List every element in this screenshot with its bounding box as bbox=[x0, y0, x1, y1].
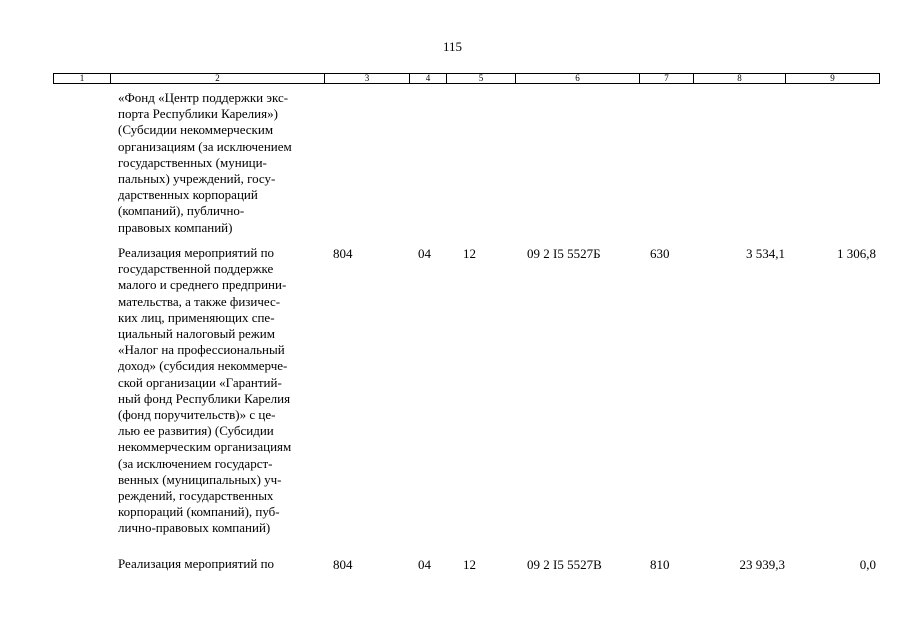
row-code-4: 04 bbox=[418, 246, 431, 261]
row-code-6: 09 2 I5 5527В bbox=[527, 557, 602, 572]
row-code-5: 12 bbox=[463, 246, 476, 261]
row-code-3: 804 bbox=[333, 557, 353, 572]
row-description: Реализация мероприятий по государственной поддержке малого и среднего предприни- мательства, а также физичес- ких лиц, применяющих спе- циальный налоговый режим «Налог на профессиональный доход» (субсидия некоммерче- ской организации «Гарантий- ный фонд Республики Карелия (фонд поручительств)» с це- лью ее развития) (Субсидии некоммерческим организациям (за исключением государст- венных (муниципальных) уч- реждений, государственных корпораций (компаний), пуб- лично-правовых компаний) bbox=[118, 245, 292, 536]
row-description: Реализация мероприятий по bbox=[118, 556, 275, 571]
column-number-4: 4 bbox=[410, 74, 447, 83]
row-code-4: 04 bbox=[418, 557, 431, 572]
row-amount-9: 0,0 bbox=[859, 557, 876, 572]
column-number-7: 7 bbox=[640, 74, 694, 83]
column-number-2: 2 bbox=[111, 74, 325, 83]
row-code-3: 804 bbox=[333, 246, 353, 261]
row-code-5: 12 bbox=[463, 557, 476, 572]
row-description: «Фонд «Центр поддержки экс- порта Республики Карелия») (Субсидии некоммерческим организациям (за исключением государственных (муници- пальных) учреждений, госу- дарственных корпораций (компаний), публично- правовых компаний) bbox=[118, 90, 292, 235]
column-number-6: 6 bbox=[516, 74, 640, 83]
row-code-7: 630 bbox=[650, 246, 670, 261]
column-number-1: 1 bbox=[54, 74, 111, 83]
column-number-8: 8 bbox=[694, 74, 786, 83]
row-amount-9: 1 306,8 bbox=[837, 246, 876, 261]
page-number: 115 bbox=[442, 39, 463, 54]
column-number-3: 3 bbox=[325, 74, 410, 83]
row-amount-8: 3 534,1 bbox=[746, 246, 785, 261]
column-number-5: 5 bbox=[447, 74, 516, 83]
row-code-7: 810 bbox=[650, 557, 670, 572]
column-number-header bbox=[53, 73, 880, 84]
row-amount-8: 23 939,3 bbox=[739, 557, 785, 572]
column-number-9: 9 bbox=[830, 73, 835, 83]
row-code-6: 09 2 I5 5527Б bbox=[527, 246, 601, 261]
